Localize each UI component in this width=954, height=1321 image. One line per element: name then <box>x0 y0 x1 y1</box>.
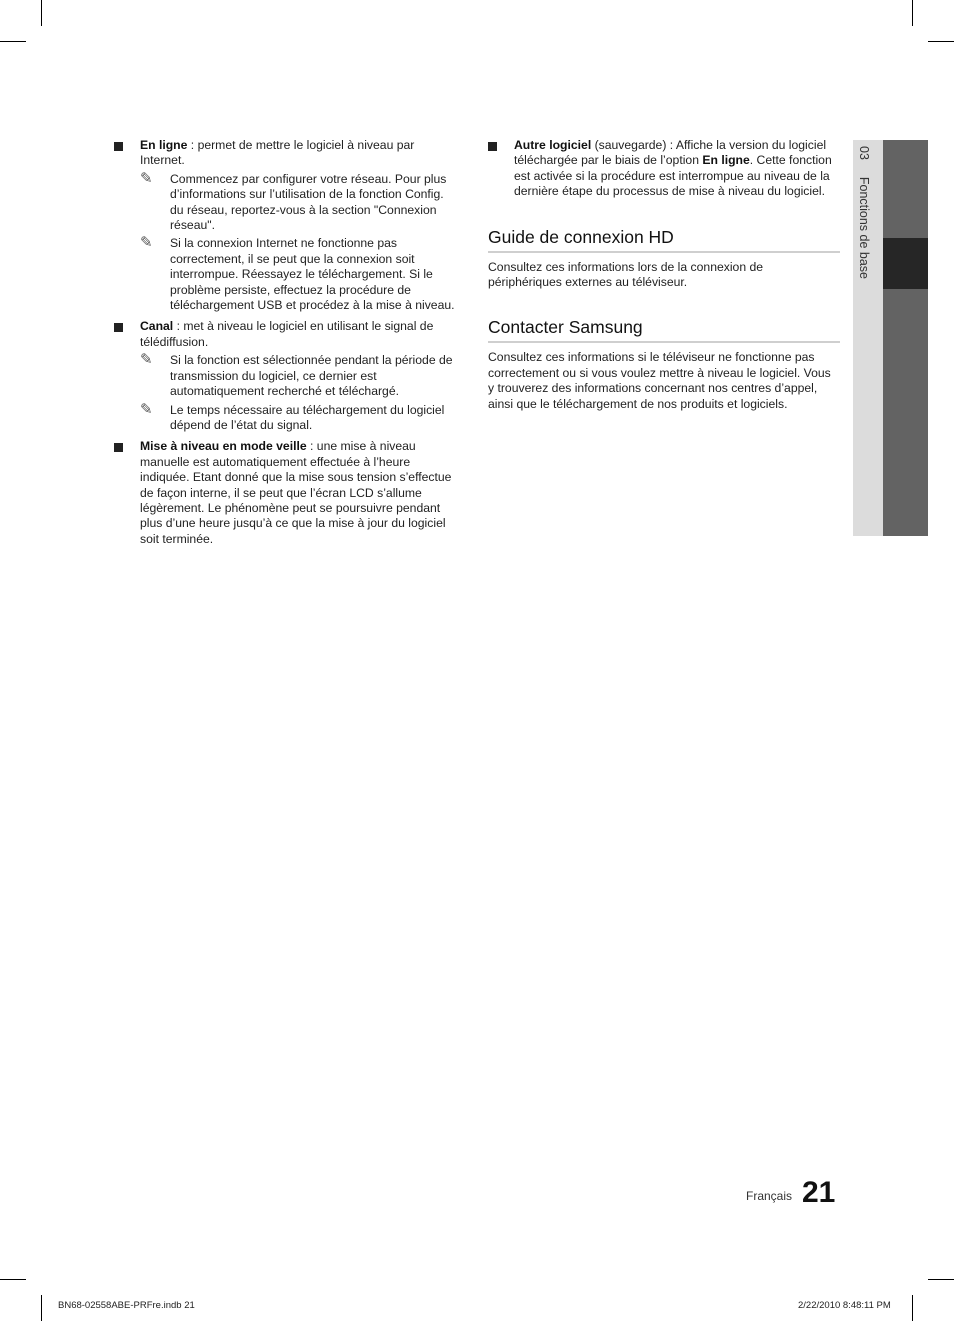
crop-mark <box>0 1279 26 1280</box>
crop-mark <box>41 1295 42 1321</box>
section-heading-guide-connexion-hd: Guide de connexion HD <box>488 226 840 253</box>
crop-mark <box>928 1279 954 1280</box>
note-text: Commencez par configurer votre réseau. Pour plus d’informations sur l’utilisation de la fonction Config. du réseau, reportez-vous à la section "Connexion réseau". <box>170 171 447 233</box>
item-text: : une mise à niveau manuelle est automatiquement effectuée à l’heure indiquée. Etant donné que la mise sous tension s’effectue de façon interne, il se peut que l’écran LCD s’allume légèrement. Le phénomène peut se poursuivre pendant plus d’une heure jusqu’à ce que la mise à jour du logiciel soit terminée. <box>140 439 452 546</box>
note-text: Si la connexion Internet ne fonctionne pas correctement, il se peut que la connexion soit interrompue. Réessayez le téléchargement. Si le problème persiste, effectuez la procédure de téléchargement USB et procédez à la mise à niveau. <box>170 236 455 313</box>
chapter-title: Fonctions de base <box>857 176 871 280</box>
item-text: . Cette fonction est activée si la procédure est interrompue au niveau de la dernière étape du processus de mise à niveau du logiciel. <box>514 153 832 199</box>
pencil-note-icon: ✎ <box>140 351 153 369</box>
item-title: Autre logiciel <box>514 138 592 152</box>
square-bullet-icon <box>488 142 497 151</box>
item-text: : met à niveau le logiciel en utilisant le signal de télédiffusion. <box>140 319 434 349</box>
bullet-item-autre-logiciel <box>488 138 840 200</box>
note-text: Si la fonction est sélectionnée pendant la période de transmission du logiciel, ce dernier est automatiquement recherché et téléchargé. <box>170 353 453 399</box>
section-body: Consultez ces informations lors de la connexion de périphériques externes au téléviseur. <box>488 259 764 290</box>
footer-file-name: BN68-02558ABE-PRFre.indb 21 <box>58 1300 195 1311</box>
pencil-note-icon: ✎ <box>140 169 153 187</box>
crop-mark <box>912 1295 913 1321</box>
left-column <box>114 138 460 553</box>
right-column <box>488 138 840 412</box>
square-bullet-icon <box>114 323 123 332</box>
pencil-note-icon: ✎ <box>140 234 153 252</box>
square-bullet-icon <box>114 443 123 452</box>
bullet-item-mise-a-niveau-veille <box>114 439 460 547</box>
note <box>140 236 460 313</box>
crop-mark <box>912 0 913 26</box>
square-bullet-icon <box>114 142 123 151</box>
item-text: (sauvegarde) : Affiche la version du logiciel téléchargée par le biais de l’option <box>514 138 827 168</box>
footer-timestamp: 2/22/2010 8:48:11 PM <box>798 1300 891 1311</box>
crop-mark <box>0 41 26 42</box>
note <box>140 400 460 434</box>
page-number: 21 <box>802 1176 836 1209</box>
chapter-tab-active-marker <box>883 238 928 289</box>
pencil-note-icon: ✎ <box>140 400 153 418</box>
item-title: Mise à niveau en mode veille <box>140 439 307 454</box>
note <box>140 169 460 234</box>
section-heading-contacter-samsung: Contacter Samsung <box>488 316 840 343</box>
section-body: Consultez ces informations si le téléviseur ne fonctionne pas correctement ou si vous voulez mettre à niveau le logiciel. Vous y trouverez des informations concernant nos centres d’appel, ainsi que le téléchargement de nos produits et logiciels. <box>488 350 831 411</box>
bullet-item-en-ligne <box>114 138 460 313</box>
item-text: : permet de mettre le logiciel à niveau par Internet. <box>140 138 415 168</box>
crop-mark <box>41 0 42 26</box>
item-bold-ref: En ligne <box>702 153 750 168</box>
chapter-number: 03 <box>857 146 871 160</box>
note <box>140 353 460 399</box>
bullet-item-canal <box>114 319 460 433</box>
item-title: En ligne <box>140 138 188 152</box>
item-title: Canal <box>140 319 174 334</box>
footer-language: Français <box>746 1189 793 1203</box>
chapter-tab-label <box>857 146 871 279</box>
crop-mark <box>928 41 954 42</box>
note-text: Le temps nécessaire au téléchargement du logiciel dépend de l’état du signal. <box>170 402 445 432</box>
chapter-tab-band <box>883 140 928 536</box>
